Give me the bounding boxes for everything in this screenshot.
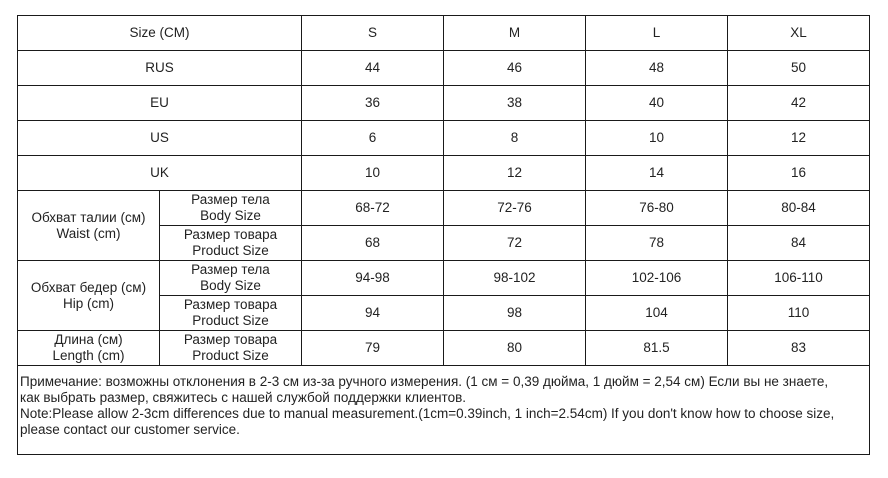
product-size-label-en: Product Size [192, 243, 269, 258]
table-cell: 80-84 [728, 191, 870, 226]
table-cell: 40 [586, 86, 728, 121]
table-cell: 46 [444, 51, 586, 86]
note-cell [18, 366, 870, 455]
table-cell: 48 [586, 51, 728, 86]
table-cell: 16 [728, 156, 870, 191]
size-m-header: M [444, 16, 586, 51]
table-cell: 50 [728, 51, 870, 86]
table-cell: 72-76 [444, 191, 586, 226]
table-cell: 80 [444, 331, 586, 366]
table-cell: 78 [586, 226, 728, 261]
table-cell: 12 [444, 156, 586, 191]
table-cell: 81.5 [586, 331, 728, 366]
product-size-label-en: Product Size [192, 313, 269, 328]
body-size-label-ru: Размер тела [191, 192, 270, 207]
body-size-label-en: Body Size [200, 278, 261, 293]
eu-row [18, 86, 870, 121]
us-row [18, 121, 870, 156]
product-size-label-ru: Размер товара [183, 332, 278, 347]
size-s-header: S [302, 16, 444, 51]
product-size-label-ru: Размер товара [183, 227, 278, 242]
table-cell: 106-110 [728, 261, 870, 296]
header-row [18, 16, 870, 51]
us-label: US [18, 121, 302, 156]
table-cell: 110 [728, 296, 870, 331]
length-label-ru: Длина (см) [54, 332, 123, 347]
table-cell: 84 [728, 226, 870, 261]
table-cell: 104 [586, 296, 728, 331]
table-cell: 68-72 [302, 191, 444, 226]
waist-label-ru: Обхват талии (см) [31, 209, 146, 225]
table-cell: 72 [444, 226, 586, 261]
rus-row [18, 51, 870, 86]
rus-label: RUS [18, 51, 302, 86]
body-size-label [160, 261, 302, 296]
table-cell: 94-98 [302, 261, 444, 296]
hip-label-ru: Обхват бедер (см) [30, 279, 147, 295]
product-size-label-ru: Размер товара [183, 297, 278, 312]
note-ru-line-1: Примечание: возможны отклонения в 2-3 см из-за ручного измерения. (1 см = 0,39 дюйма, 1 дюйм = 2,54 см) Если вы не знаете, [20, 374, 829, 389]
waist-label [18, 191, 160, 261]
table-cell: 6 [302, 121, 444, 156]
body-size-label-en: Body Size [200, 208, 261, 223]
table-cell: 94 [302, 296, 444, 331]
length-label-en: Length (cm) [52, 348, 125, 363]
table-cell: 98-102 [444, 261, 586, 296]
table-cell: 44 [302, 51, 444, 86]
length-product-row [18, 331, 870, 366]
size-l-header: L [586, 16, 728, 51]
body-size-label-ru: Размер тела [191, 262, 270, 277]
table-cell: 8 [444, 121, 586, 156]
product-size-label [160, 296, 302, 331]
table-cell: 14 [586, 156, 728, 191]
uk-label: UK [18, 156, 302, 191]
table-cell: 38 [444, 86, 586, 121]
table-cell: 102-106 [586, 261, 728, 296]
table-cell: 10 [302, 156, 444, 191]
table-cell: 98 [444, 296, 586, 331]
note-en-line-1: Note:Please allow 2-3cm differences due to manual measurement.(1cm=0.39inch, 1 inch=2.54cm) If you don't know how to choose size, [20, 406, 835, 421]
hip-body-row [18, 261, 870, 296]
size-header-label: Size (CM) [18, 16, 302, 51]
uk-row [18, 156, 870, 191]
table-cell: 42 [728, 86, 870, 121]
table-cell: 83 [728, 331, 870, 366]
product-size-label [160, 226, 302, 261]
table-cell: 12 [728, 121, 870, 156]
size-xl-header: XL [728, 16, 870, 51]
size-chart-table [17, 15, 870, 455]
length-label [18, 331, 160, 366]
table-cell: 68 [302, 226, 444, 261]
eu-label: EU [18, 86, 302, 121]
table-cell: 10 [586, 121, 728, 156]
table-cell: 76-80 [586, 191, 728, 226]
product-size-label [160, 331, 302, 366]
hip-label-en: Hip (cm) [63, 295, 114, 311]
body-size-label [160, 191, 302, 226]
waist-label-en: Waist (cm) [56, 225, 121, 241]
note-ru-line-2: как выбрать размер, свяжитесь с нашей службой поддержки клиентов. [20, 390, 467, 405]
table-cell: 36 [302, 86, 444, 121]
waist-body-row [18, 191, 870, 226]
table-cell: 79 [302, 331, 444, 366]
hip-label [18, 261, 160, 331]
product-size-label-en: Product Size [192, 348, 269, 363]
note-en-line-2: please contact our customer service. [20, 422, 240, 437]
note-row [18, 366, 870, 455]
